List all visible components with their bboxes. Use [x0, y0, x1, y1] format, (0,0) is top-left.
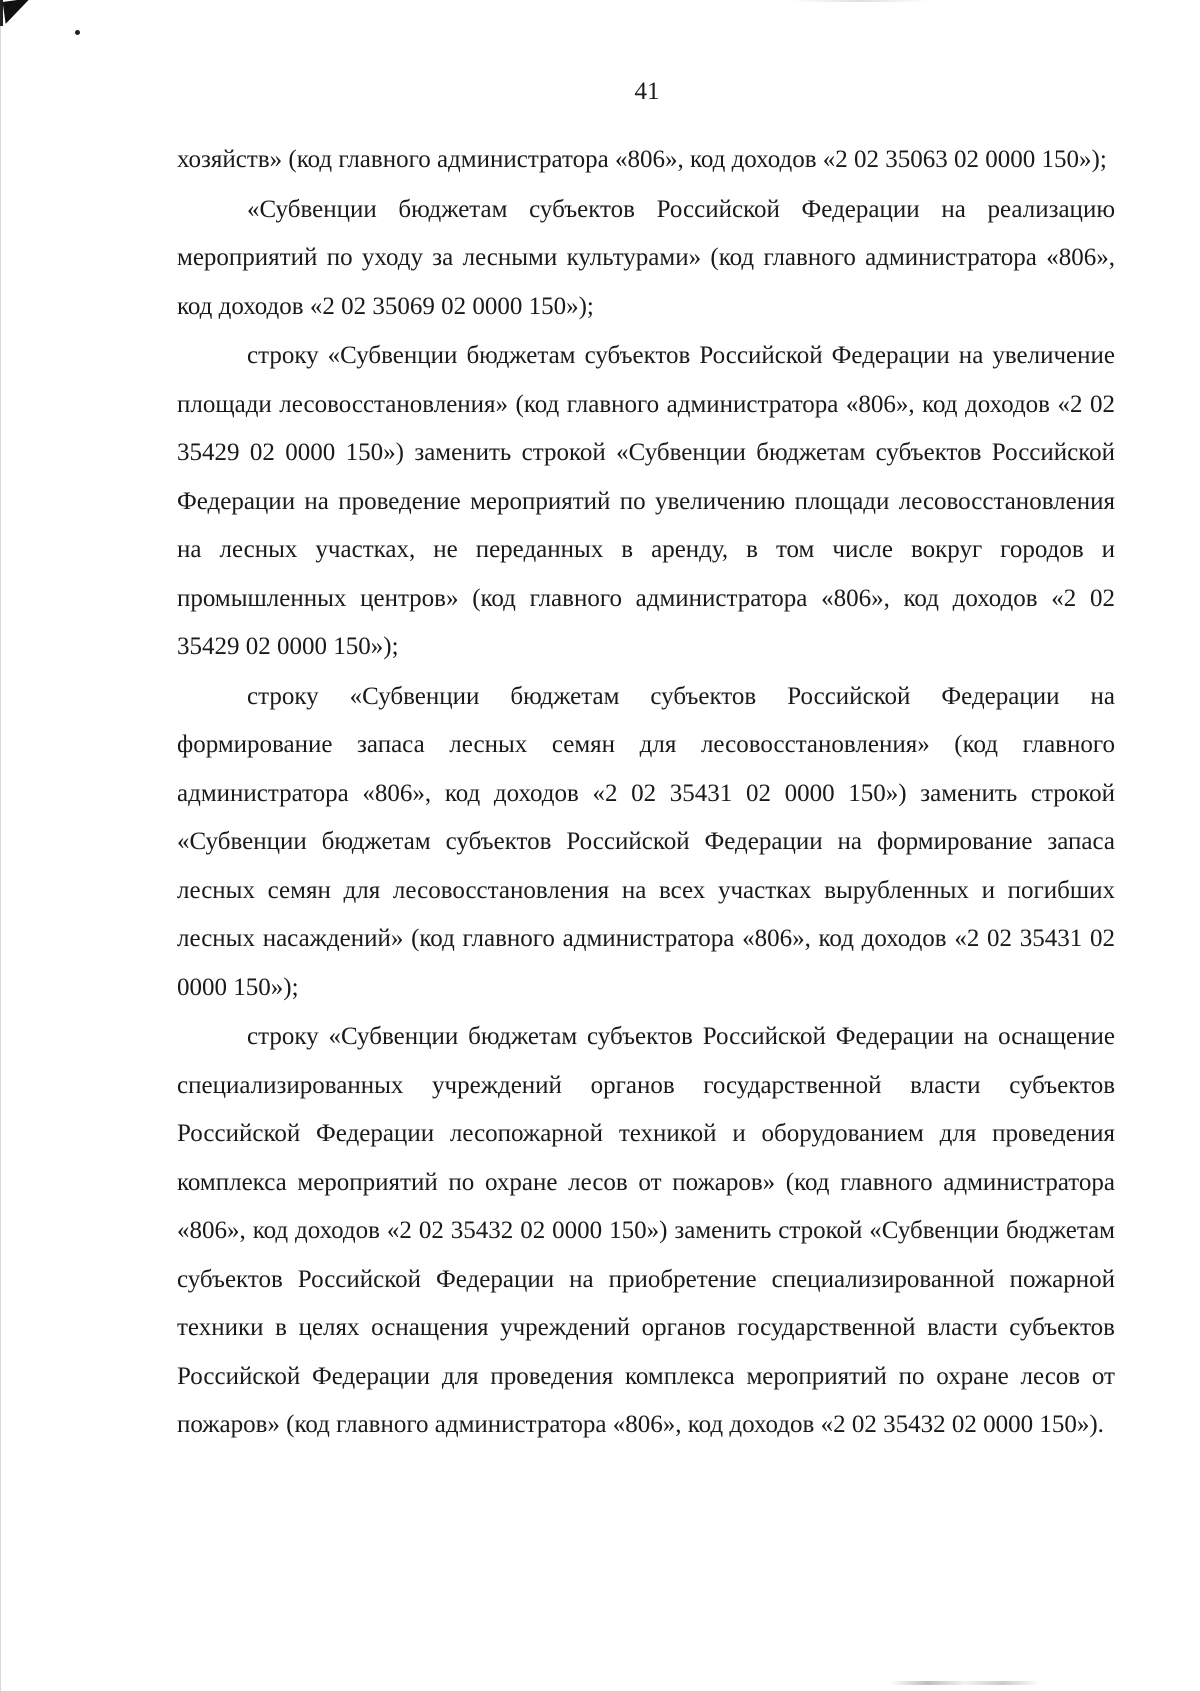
document-body	[177, 136, 1115, 1451]
paragraph-forest-seeds: строку «Субвенции бюджетам субъектов Российской Федерации на формирование запаса лесных семян для лесовосстановления» (код главного администратора «806», код доходов «2 02 35431 02 0000 150») заменить строкой «Субвенции бюджетам субъектов Российской Федерации на формирование запаса лесных семян для лесовосстановления на всех участках вырубленных и погибших лесных насаждений» (код главного администратора «806», код доходов «2 02 35431 02 0000 150»);	[177, 682, 1115, 1001]
paragraph-subvention-forest-cultures: «Субвенции бюджетам субъектов Российской Федерации на реализацию мероприятий по уходу за лесными культурами» (код главного администратора «806», код доходов «2 02 35069 02 0000 150»);	[177, 195, 1115, 320]
scan-edge-line	[0, 0, 1, 1691]
scan-corner-mark	[3, 0, 34, 24]
paragraph-continuation: хозяйств» (код главного администратора «806», код доходов «2 02 35063 02 0000 150»);	[177, 146, 1107, 173]
paragraph-reforestation-area: строку «Субвенции бюджетам субъектов Российской Федерации на увеличение площади лесовосстановления» (код главного администратора «806», код доходов «2 02 35429 02 0000 150») заменить строкой «Субвенции бюджетам субъектов Российской Федерации на проведение мероприятий по увеличению площади лесовосстановления на лесных участках, не переданных в аренду, в том числе вокруг городов и промышленных центров» (код главного администратора «806», код доходов «2 02 35429 02 0000 150»);	[177, 342, 1115, 660]
scan-bottom-smudge	[890, 1681, 1040, 1685]
paragraph-fire-equipment: строку «Субвенции бюджетам субъектов Российской Федерации на оснащение специализированных учреждений органов государственной власти субъектов Российской Федерации лесопожарной техникой и оборудованием для проведения комплекса мероприятий по охране лесов от пожаров» (код главного администратора «806», код доходов «2 02 35432 02 0000 150») заменить строкой «Субвенции бюджетам субъектов Российской Федерации на приобретение специализированной пожарной техники в целях оснащения учреждений органов государственной власти субъектов Российской Федерации для проведения комплекса мероприятий по охране лесов от пожаров» (код главного администратора «806», код доходов «2 02 35432 02 0000 150»).	[177, 1023, 1115, 1438]
scan-top-smudge	[790, 0, 930, 2]
page-number: 41	[634, 78, 660, 105]
scan-dot	[75, 30, 80, 35]
